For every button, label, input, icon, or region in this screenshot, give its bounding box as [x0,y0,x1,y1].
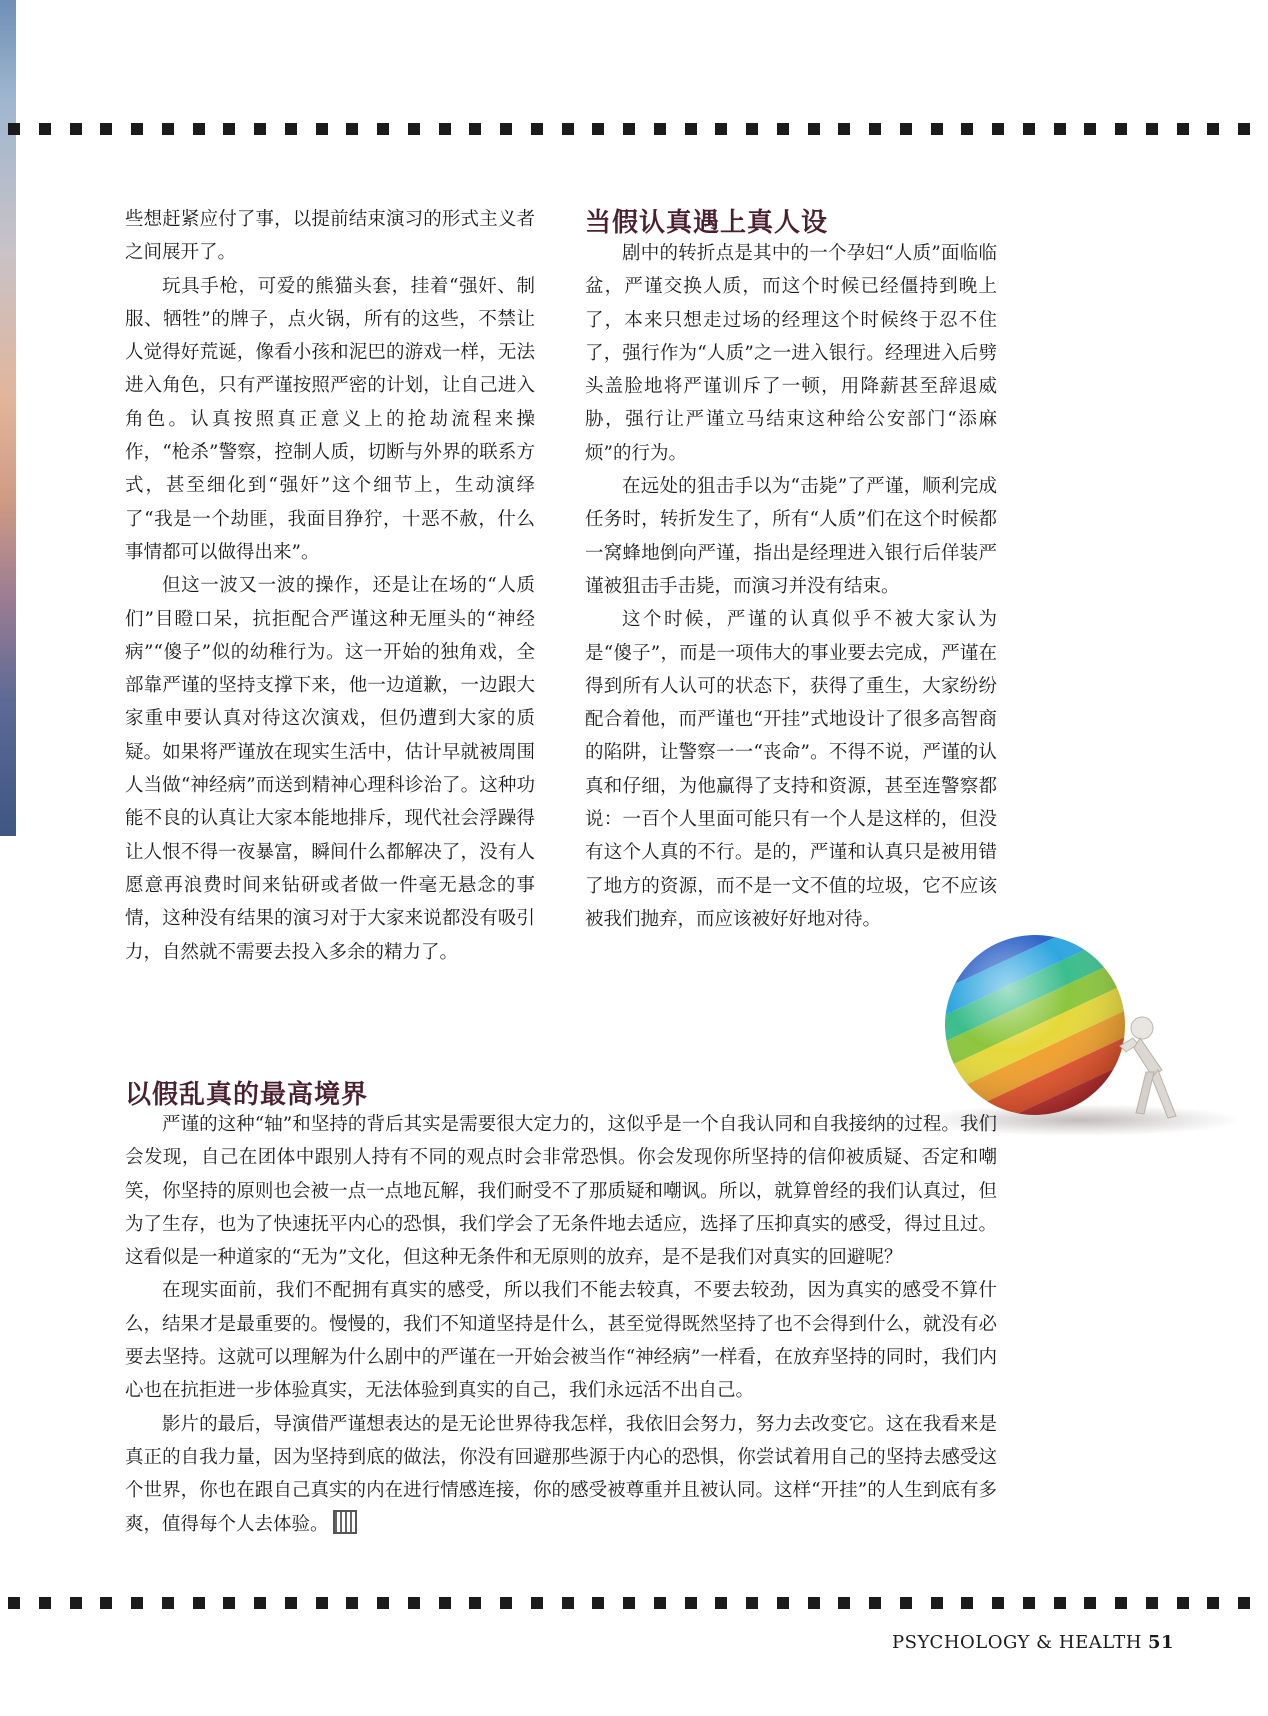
divider-dash [777,1597,789,1609]
divider-dash [900,1597,912,1609]
divider-dash [592,123,604,135]
left-column [125,203,535,969]
divider-dash [808,1597,820,1609]
divider-dash [1054,1597,1066,1609]
rainbow-ball-illustration [930,920,1250,1140]
divider-dash [1177,123,1189,135]
paragraph: 玩具手枪，可爱的熊猫头套，挂着“强奸、制服、牺牲”的牌子，点火锅，所有的这些，不禁让人觉得好荒诞，像看小孩和泥巴的游戏一样，无法进入角色，只有严谨按照严密的计划，让自己进入角色。认真按照真正意义上的抢劫流程来操作，“枪杀”警察，控制人质，切断与外界的联系方式，甚至细化到“强奸”这个细节上，生动演绎了“我是一个劫匪，我面目狰狞，十恶不赦，什么事情都可以做得出来”。 [125,275,535,563]
end-mark-icon [333,1510,357,1534]
page-footer [892,1632,1174,1653]
divider-dash [715,123,727,135]
divider-dash [377,123,389,135]
divider-dash [1023,123,1035,135]
magazine-name: PSYCHOLOGY & HEALTH [892,1632,1142,1653]
divider-dash [500,1597,512,1609]
divider-dash [592,1597,604,1609]
divider-dash [285,1597,297,1609]
divider-dash [623,123,635,135]
paragraph: 这个时候，严谨的认真似乎不被大家认为是“傻子”，而是一项伟大的事业要去完成，严谨在得到所有人认可的状态下，获得了重生，大家纷纷配合着他，而严谨也“开挂”式地设计了很多高智商的陷阱，让警察一一“丧命”。不得不说，严谨的认真和仔细，为他赢得了支持和资源，甚至连警察都说：一百个人里面可能只有一个人是这样的，但没有这个人真的不行。是的，严谨和认真只是被用错了地方的资源，而不是一文不值的垃圾，它不应该被我们抛弃，而应该被好好地对待。 [585,609,997,930]
divider-dash [346,123,358,135]
divider-dash [1207,123,1219,135]
divider-dash [1054,123,1066,135]
divider-dash [439,1597,451,1609]
divider-dash [838,1597,850,1609]
paragraph: 严谨的这种“轴”和坚持的背后其实是需要很大定力的，这似乎是一个自我认同和自我接纳的过程。我们会发现，自己在团体中跟别人持有不同的观点时会非常恐惧。你会发现你所坚持的信仰被质疑、否定和嘲笑，你坚持的原则也会被一点一点地瓦解，我们耐受不了那质疑和嘲讽。所以，就算曾经的我们认真过，但为了生存，也为了快速抚平内心的恐惧，我们学会了无条件地去适应，选择了压抑真实的感受，得过且过。这看似是一种道家的“无为”文化，但这种无条件和无原则的放弃，是不是我们对真实的回避呢？ [125,1114,997,1269]
right-column [585,237,997,936]
divider-dash [469,123,481,135]
section-heading: 以假乱真的最高境界 [125,1080,369,1110]
divider-dash [715,1597,727,1609]
divider-dash [869,123,881,135]
divider-dash [193,123,205,135]
divider-dash [961,1597,973,1609]
divider-dash [1084,1597,1096,1609]
divider-dash [777,123,789,135]
divider-dash [1146,1597,1158,1609]
divider-dash [562,123,574,135]
bottom-text-block [125,1108,997,1541]
dashed-divider-bottom [0,1597,1268,1609]
divider-dash [439,123,451,135]
divider-dash [1084,123,1096,135]
divider-dash [70,123,82,135]
divider-dash [1177,1597,1189,1609]
paragraph: 在远处的狙击手以为“击毙”了严谨，顺利完成任务时，转折发生了，所有“人质”们在这个时候都一窝蜂地倒向严谨，指出是经理进入银行后佯装严谨被狙击手击毙，而演习并没有结束。 [585,476,997,597]
page-number: 51 [1147,1632,1174,1653]
divider-dash [1238,123,1250,135]
dashed-divider-top [0,123,1268,135]
divider-dash [869,1597,881,1609]
divider-dash [377,1597,389,1609]
divider-dash [562,1597,574,1609]
paragraph: 影片的最后，导演借严谨想表达的是无论世界待我怎样，我依旧会努力，努力去改变它。这在我看来是真正的自我力量，因为坚持到底的做法，你没有回避那些源于内心的恐惧，你尝试着用自己的坚持去感受这个世界，你也在跟自己真实的内在进行情感连接，你的感受被尊重并且被认同。这样“开挂”的人生到底有多爽，值得每个人去体验。 [125,1413,997,1535]
divider-dash [193,1597,205,1609]
divider-dash [223,1597,235,1609]
divider-dash [1115,123,1127,135]
divider-dash [1115,1597,1127,1609]
divider-dash [1146,123,1158,135]
divider-dash [254,123,266,135]
divider-dash [100,123,112,135]
divider-dash [1238,1597,1250,1609]
paragraph: 剧中的转折点是其中的一个孕妇“人质”面临临盆，严谨交换人质，而这个时候已经僵持到晚上了，本来只想走过场的经理这个时候终于忍不住了，强行作为“人质”之一进入银行。经理进入后劈头盖脸地将严谨训斥了一顿，用降薪甚至辞退威胁，强行让严谨立马结束这种给公安部门“添麻烦”的行为。 [585,243,997,464]
divider-dash [931,1597,943,1609]
divider-dash [408,123,420,135]
divider-dash [685,1597,697,1609]
divider-dash [469,1597,481,1609]
section-heading: 当假认真遇上真人设 [585,208,829,238]
divider-dash [623,1597,635,1609]
divider-dash [654,1597,666,1609]
divider-dash [254,1597,266,1609]
divider-dash [531,1597,543,1609]
divider-dash [39,123,51,135]
divider-dash [992,123,1004,135]
divider-dash [70,1597,82,1609]
divider-dash [746,123,758,135]
divider-dash [992,1597,1004,1609]
divider-dash [39,1597,51,1609]
divider-dash [131,1597,143,1609]
divider-dash [931,123,943,135]
divider-dash [8,1597,20,1609]
divider-dash [500,123,512,135]
divider-dash [100,1597,112,1609]
divider-dash [1023,1597,1035,1609]
divider-dash [285,123,297,135]
divider-dash [746,1597,758,1609]
divider-dash [808,123,820,135]
divider-dash [654,123,666,135]
divider-dash [685,123,697,135]
divider-dash [961,123,973,135]
divider-dash [223,123,235,135]
divider-dash [531,123,543,135]
divider-dash [900,123,912,135]
paragraph: 在现实面前，我们不配拥有真实的感受，所以我们不能去较真，不要去较劲，因为真实的感受不算什么，结果才是最重要的。慢慢的，我们不知道坚持是什么，甚至觉得既然坚持了也不会得到什么，就没有必要去坚持。这就可以理解为什么剧中的严谨在一开始会被当作“神经病”一样看，在放弃坚持的同时，我们内心也在抗拒进一步体验真实，无法体验到真实的自己，我们永远活不出自己。 [125,1280,997,1402]
paragraph: 但这一波又一波的操作，还是让在场的“人质们”目瞪口呆，抗拒配合严谨这种无厘头的“神经病”“傻子”似的幼稚行为。这一开始的独角戏，全部靠严谨的坚持支撑下来，他一边道歉，一边跟大家重申要认真对待这次演戏，但仍遭到大家的质疑。如果将严谨放在现实生活中，估计早就被周围人当做“神经病”而送到精神心理科诊治了。这种功能不良的认真让大家本能地排斥，现代社会浮躁得让人恨不得一夜暴富，瞬间什么都解决了，没有人愿意再浪费时间来钻研或者做一件毫无悬念的事情，这种没有结果的演习对于大家来说都没有吸引力，自然就不需要去投入多余的精力了。 [125,575,535,963]
paragraph: 些想赶紧应付了事，以提前结束演习的形式主义者之间展开了。 [125,209,535,264]
divider-dash [316,123,328,135]
divider-dash [131,123,143,135]
divider-dash [1207,1597,1219,1609]
divider-dash [8,123,20,135]
divider-dash [316,1597,328,1609]
divider-dash [162,1597,174,1609]
divider-dash [838,123,850,135]
divider-dash [162,123,174,135]
divider-dash [346,1597,358,1609]
divider-dash [408,1597,420,1609]
